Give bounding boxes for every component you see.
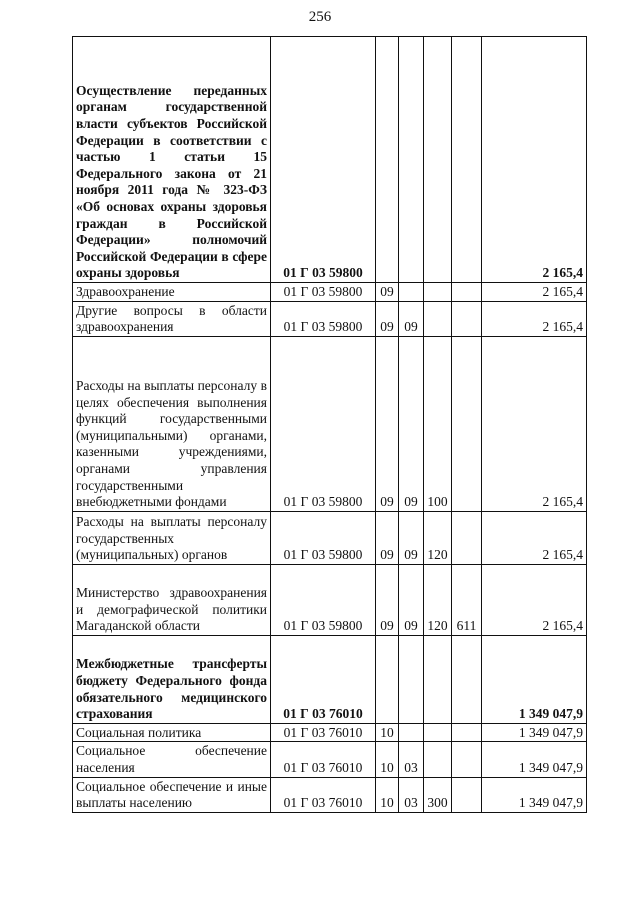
table-row	[73, 564, 587, 635]
row-admin-code	[452, 283, 482, 302]
row-expense-type: 100	[424, 336, 452, 511]
table-row	[73, 635, 587, 723]
row-subsection: 09	[399, 301, 424, 336]
table-row	[73, 37, 587, 283]
row-amount: 1 349 047,9	[482, 635, 587, 723]
table-row	[73, 511, 587, 564]
page-number: 256	[308, 9, 332, 25]
row-section: 10	[376, 723, 399, 742]
row-name: Здравоохранение	[73, 283, 271, 302]
row-amount: 1 349 047,9	[482, 723, 587, 742]
row-admin-code	[452, 336, 482, 511]
row-amount: 2 165,4	[482, 336, 587, 511]
row-section	[376, 37, 399, 283]
row-target-code: 01 Г 03 76010	[271, 777, 376, 812]
row-target-code: 01 Г 03 76010	[271, 742, 376, 777]
table-row	[73, 723, 587, 742]
table-row	[73, 301, 587, 336]
row-target-code: 01 Г 03 59800	[271, 511, 376, 564]
row-name: Расходы на выплаты персоналу в целях обеспечения выполнения функций государственными (муниципальными) органами, казенными учреждениями, органами управления государственными внебюджетными фондами	[73, 336, 271, 511]
row-name: Осуществление переданных органам государственной власти субъектов Российской Федерации в соответствии с частью 1 статьи 15 Федерального закона от 21 ноября 2011 года № 323-ФЗ «Об основах охраны здоровья граждан в Российской Федерации» полномочий Российской Федерации в сфере охраны здоровья	[73, 37, 271, 283]
row-subsection: 03	[399, 742, 424, 777]
row-expense-type: 120	[424, 511, 452, 564]
row-subsection	[399, 723, 424, 742]
row-admin-code	[452, 723, 482, 742]
table-row	[73, 742, 587, 777]
row-name: Министерство здравоохранения и демографической политики Магаданской области	[73, 564, 271, 635]
row-section: 09	[376, 564, 399, 635]
row-subsection	[399, 283, 424, 302]
row-subsection	[399, 37, 424, 283]
row-name: Социальное обеспечение населения	[73, 742, 271, 777]
row-section: 10	[376, 742, 399, 777]
row-section: 10	[376, 777, 399, 812]
row-expense-type	[424, 283, 452, 302]
row-admin-code	[452, 37, 482, 283]
row-expense-type	[424, 723, 452, 742]
row-target-code: 01 Г 03 59800	[271, 283, 376, 302]
row-admin-code	[452, 511, 482, 564]
row-name: Межбюджетные трансферты бюджету Федерального фонда обязательного медицинского страхования	[73, 635, 271, 723]
row-section: 09	[376, 511, 399, 564]
row-amount: 2 165,4	[482, 301, 587, 336]
row-target-code: 01 Г 03 76010	[271, 635, 376, 723]
row-admin-code: 611	[452, 564, 482, 635]
table-row	[73, 283, 587, 302]
row-expense-type	[424, 37, 452, 283]
row-target-code: 01 Г 03 59800	[271, 336, 376, 511]
row-subsection	[399, 635, 424, 723]
row-target-code: 01 Г 03 59800	[271, 564, 376, 635]
row-amount: 2 165,4	[482, 511, 587, 564]
row-section: 09	[376, 283, 399, 302]
budget-table	[72, 36, 587, 813]
row-name: Социальная политика	[73, 723, 271, 742]
row-admin-code	[452, 777, 482, 812]
row-subsection: 03	[399, 777, 424, 812]
row-name: Социальное обеспечение и иные выплаты населению	[73, 777, 271, 812]
row-expense-type	[424, 742, 452, 777]
row-expense-type: 120	[424, 564, 452, 635]
row-amount: 2 165,4	[482, 564, 587, 635]
row-subsection: 09	[399, 336, 424, 511]
row-target-code: 01 Г 03 59800	[271, 301, 376, 336]
row-expense-type	[424, 301, 452, 336]
row-section	[376, 635, 399, 723]
row-amount: 2 165,4	[482, 37, 587, 283]
row-admin-code	[452, 742, 482, 777]
row-subsection: 09	[399, 564, 424, 635]
table-row	[73, 777, 587, 812]
row-subsection: 09	[399, 511, 424, 564]
row-expense-type	[424, 635, 452, 723]
row-section: 09	[376, 301, 399, 336]
row-name: Расходы на выплаты персоналу государственных (муниципальных) органов	[73, 511, 271, 564]
row-admin-code	[452, 301, 482, 336]
row-amount: 1 349 047,9	[482, 742, 587, 777]
row-name: Другие вопросы в области здравоохранения	[73, 301, 271, 336]
row-target-code: 01 Г 03 59800	[271, 37, 376, 283]
row-target-code: 01 Г 03 76010	[271, 723, 376, 742]
row-admin-code	[452, 635, 482, 723]
row-expense-type: 300	[424, 777, 452, 812]
row-section: 09	[376, 336, 399, 511]
table-row	[73, 336, 587, 511]
row-amount: 1 349 047,9	[482, 777, 587, 812]
row-amount: 2 165,4	[482, 283, 587, 302]
